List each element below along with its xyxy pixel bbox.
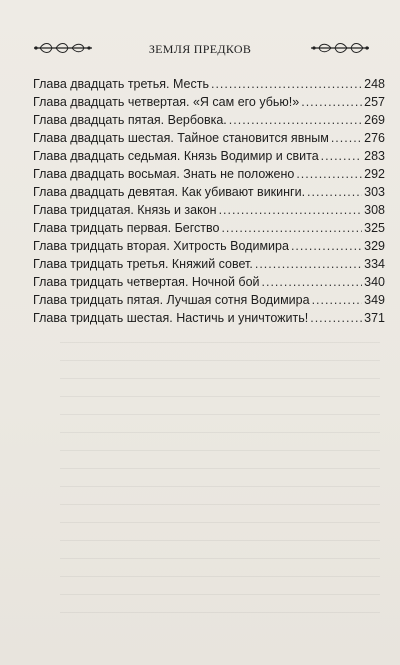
toc-leader-dots: [229, 113, 362, 127]
toc-entry: [33, 311, 385, 329]
toc-leader-dots: [211, 77, 362, 91]
toc-entry: [33, 113, 385, 131]
toc-entry: [33, 131, 385, 149]
toc-entry-title: Глава двадцать седьмая. Князь Водимир и свита: [33, 149, 319, 163]
toc-entry-page: 349: [364, 293, 385, 307]
toc-leader-dots: [307, 185, 362, 199]
toc-entry: [33, 185, 385, 203]
toc-leader-dots: [310, 311, 362, 325]
toc-entry-page: 269: [364, 113, 385, 127]
toc-entry-title: Глава двадцать восьмая. Знать не положено: [33, 167, 295, 181]
running-header: [0, 40, 400, 60]
toc-entry-page: 303: [364, 185, 385, 199]
toc-leader-dots: [255, 257, 362, 271]
toc-entry-title: Глава двадцать пятая. Вербовка.: [33, 113, 227, 127]
toc-entry: [33, 221, 385, 239]
toc-entry-page: 248: [364, 77, 385, 91]
toc-entry-page: 325: [364, 221, 385, 235]
toc-entry: [33, 239, 385, 257]
toc-entry: [33, 275, 385, 293]
toc-entry-page: 371: [364, 311, 385, 325]
toc-entry-title: Глава тридцатая. Князь и закон: [33, 203, 217, 217]
toc-entry-title: Глава тридцать шестая. Настичь и уничтожить!: [33, 311, 309, 325]
toc-leader-dots: [312, 293, 363, 307]
toc-entry-page: 283: [364, 149, 385, 163]
toc-entry: [33, 95, 385, 113]
show-through-text: [60, 330, 380, 620]
toc-entry-title: Глава двадцать девятая. Как убивают викинги.: [33, 185, 306, 199]
toc-entry-title: Глава тридцать третья. Княжий совет.: [33, 257, 253, 271]
toc-leader-dots: [301, 95, 362, 109]
toc-entry-page: 257: [364, 95, 385, 109]
toc-entry-page: 334: [364, 257, 385, 271]
toc-entry-page: 340: [364, 275, 385, 289]
header-title: ЗЕМЛЯ ПРЕДКОВ: [148, 42, 252, 56]
toc-entry-title: Глава двадцать третья. Месть: [33, 77, 209, 91]
toc-leader-dots: [291, 239, 362, 253]
toc-entry-title: Глава тридцать вторая. Хитрость Водимира: [33, 239, 289, 253]
toc-leader-dots: [221, 221, 362, 235]
toc-entry: [33, 257, 385, 275]
toc-entry: [33, 203, 385, 221]
toc-entry-title: Глава тридцать первая. Бегство: [33, 221, 220, 235]
toc-entry-page: 276: [364, 131, 385, 145]
toc-leader-dots: [219, 203, 363, 217]
toc-leader-dots: [262, 275, 363, 289]
toc-entry: [33, 293, 385, 311]
toc-entry: [33, 77, 385, 95]
toc-leader-dots: [296, 167, 362, 181]
toc-entry-title: Глава двадцать четвертая. «Я сам его убью!»: [33, 95, 300, 109]
toc-leader-dots: [331, 131, 362, 145]
toc-entry: [33, 167, 385, 185]
toc-entry: [33, 149, 385, 167]
toc-entry-page: 308: [364, 203, 385, 217]
toc-entry-page: 329: [364, 239, 385, 253]
right-ornament-icon: [311, 40, 369, 56]
table-of-contents: [33, 77, 385, 329]
toc-entry-title: Глава тридцать четвертая. Ночной бой: [33, 275, 260, 289]
toc-entry-page: 292: [364, 167, 385, 181]
toc-entry-title: Глава двадцать шестая. Тайное становится явным: [33, 131, 329, 145]
toc-entry-title: Глава тридцать пятая. Лучшая сотня Водимира: [33, 293, 310, 307]
toc-leader-dots: [321, 149, 362, 163]
